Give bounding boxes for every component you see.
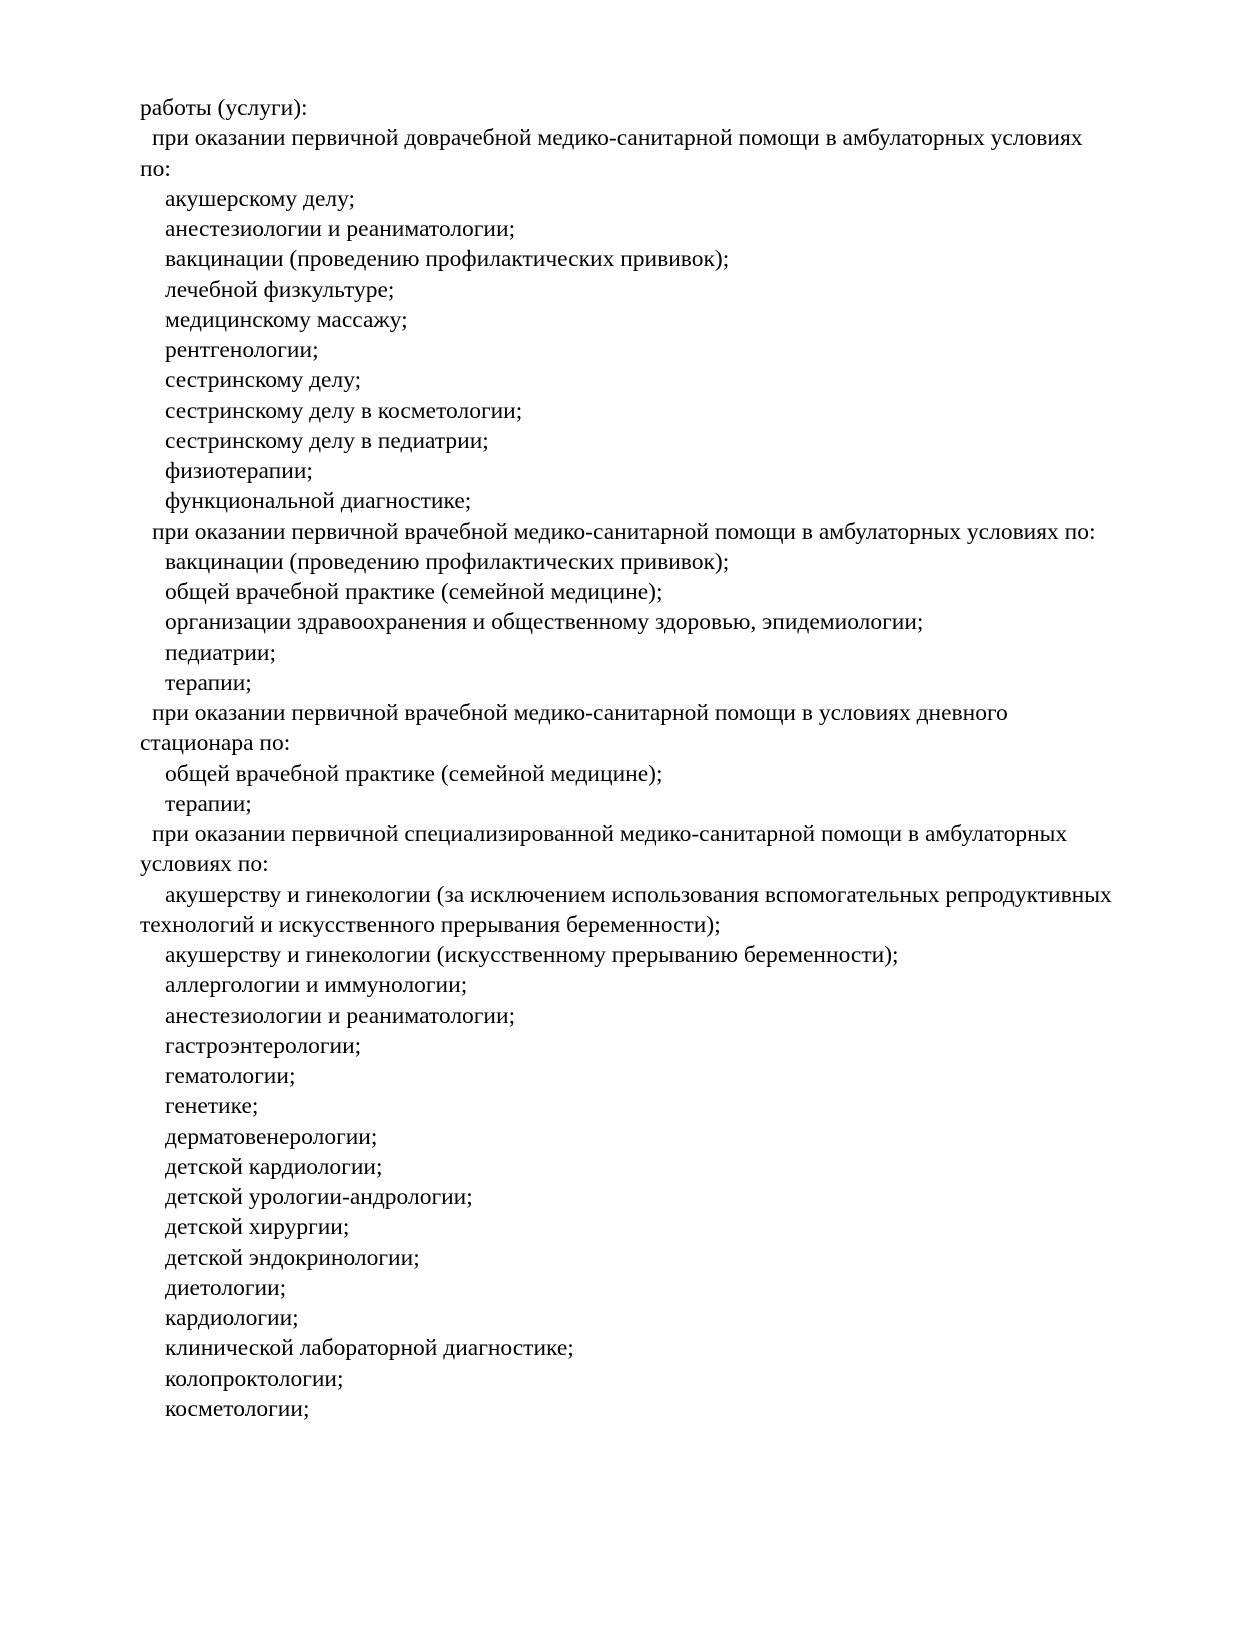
service-item-line: медицинскому массажу;	[165, 306, 408, 333]
section-4-heading-line: при оказании первичной специализированной медико-санитарной помощи в амбулаторных	[152, 821, 1068, 847]
service-item-line: кардиологии;	[165, 1305, 299, 1331]
service-item-line: организации здравоохранения и общественному здоровью, эпидемиологии;	[165, 609, 924, 636]
service-item-line: сестринскому делу в педиатрии;	[165, 427, 489, 454]
service-item-line: вакцинации (проведению профилактических прививок);	[165, 246, 730, 273]
section-1-heading-line: по:	[140, 155, 171, 182]
service-item-line: терапии;	[165, 669, 252, 696]
service-item-line: терапии;	[165, 790, 252, 817]
service-item-line: клинической лабораторной диагностике;	[165, 1335, 574, 1362]
service-item-line: функциональной диагностике;	[165, 488, 472, 515]
service-item-line: аллергологии и иммунологии;	[165, 972, 468, 999]
service-item-line: детской эндокринологии;	[165, 1244, 420, 1271]
document-page	[140, 93, 1180, 1424]
service-item-line: генетике;	[165, 1093, 259, 1120]
service-item-line: сестринскому делу;	[165, 367, 362, 394]
service-item-line: гематологии;	[165, 1063, 296, 1089]
section-2-heading-line: при оказании первичной врачебной медико-санитарной помощи в амбулаторных условиях по:	[152, 518, 1096, 545]
service-item-line: рентгенологии;	[165, 337, 319, 363]
service-item-continuation-line: технологий и искусственного прерывания беременности);	[140, 911, 721, 938]
service-item-line: лечебной физкультуре;	[165, 276, 395, 303]
section-3-heading-line: при оказании первичной врачебной медико-санитарной помощи в условиях дневного	[152, 700, 1008, 726]
service-item-line: акушерскому делу;	[165, 185, 356, 212]
service-item-line: сестринскому делу в косметологии;	[165, 397, 523, 424]
service-item-line: гастроэнтерологии;	[165, 1032, 362, 1059]
service-item-line: колопроктологии;	[165, 1365, 344, 1392]
service-item-line: общей врачебной практике (семейной медицине);	[165, 760, 663, 787]
service-item-line: диетологии;	[165, 1274, 287, 1301]
section-1-heading-line: при оказании первичной доврачебной медико-санитарной помощи в амбулаторных условиях	[152, 125, 1083, 152]
service-item-line: физиотерапии;	[165, 458, 313, 484]
section-3-heading-line: стационара по:	[140, 730, 291, 757]
intro-line: работы (услуги):	[140, 95, 308, 121]
service-item-line: детской хирургии;	[165, 1214, 350, 1241]
service-item-line: педиатрии;	[165, 639, 277, 666]
service-item-line: дерматовенерологии;	[165, 1123, 378, 1150]
service-item-line: акушерству и гинекологии (искусственному прерыванию беременности);	[165, 942, 899, 968]
section-4-heading-line: условиях по:	[140, 851, 269, 878]
service-item-line: вакцинации (проведению профилактических прививок);	[165, 548, 730, 575]
service-item-line: детской урологии-андрологии;	[165, 1184, 473, 1210]
service-item-line: акушерству и гинекологии (за исключением использования вспомогательных репродуктивных	[165, 881, 1112, 908]
service-item-line: общей врачебной практике (семейной медицине);	[165, 579, 663, 605]
service-item-line: косметологии;	[165, 1395, 310, 1422]
service-item-line: анестезиологии и реаниматологии;	[165, 216, 516, 242]
service-item-line: анестезиологии и реаниматологии;	[165, 1002, 516, 1029]
service-item-line: детской кардиологии;	[165, 1153, 383, 1180]
